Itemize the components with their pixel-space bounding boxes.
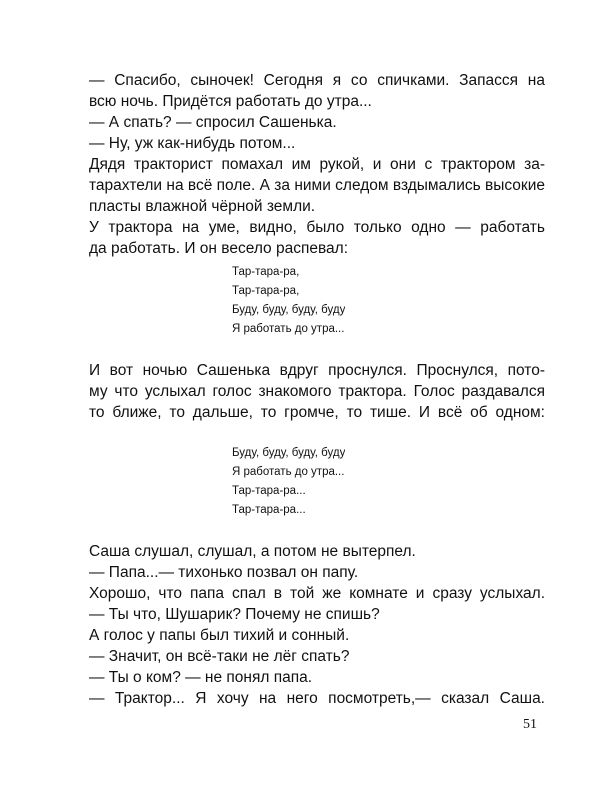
- text-line: Саша слушал, слушал, а потом не вытерпел.: [89, 543, 416, 560]
- text-line: да работать. И он весело распевал:: [89, 240, 349, 257]
- verse-block-2: [232, 444, 345, 520]
- verse-line: Тар-тара-ра,: [232, 266, 300, 278]
- text-line: тарахтели на всё поле. А за ними следом вздымались высокие: [89, 177, 545, 194]
- text-line: У трактора на уме, видно, было только одно — работать: [89, 219, 545, 236]
- prose-block-3: [89, 541, 545, 709]
- page-number: 51: [523, 717, 537, 732]
- text-line: — Трактор... Я хочу на него посмотреть,— сказал Саша.: [89, 690, 545, 707]
- text-line: всю ночь. Придётся работать до утра...: [89, 93, 372, 110]
- text-line: — Спасибо, сыночек! Сегодня я со спичками. Запасся на: [89, 72, 545, 89]
- text-line: — Ты что, Шушарик? Почему не спишь?: [89, 606, 380, 623]
- text-line: — Ты о ком? — не понял папа.: [89, 669, 313, 686]
- text-line: — А спать? — спросил Сашенька.: [89, 114, 337, 131]
- text-line: — Папа...— тихонько позвал он папу.: [89, 564, 359, 581]
- text-line: — Значит, он всё-таки не лёг спать?: [89, 648, 350, 665]
- text-line: И вот ночью Сашенька вдруг проснулся. Проснулся, пото-: [89, 362, 545, 379]
- verse-line: Буду, буду, буду, буду: [232, 447, 346, 459]
- text-line: то ближе, то дальше, то громче, то тише. И всё об одном:: [89, 404, 545, 421]
- verse-line: Буду, буду, буду, буду: [232, 304, 346, 316]
- text-line: — Ну, уж как-нибудь потом...: [89, 135, 296, 152]
- verse-block-1: [232, 263, 345, 339]
- text-line: Дядя тракторист помахал им рукой, и они с трактором за-: [89, 156, 545, 173]
- verse-line: Я работать до утра...: [232, 323, 345, 335]
- prose-block-2: [89, 360, 545, 423]
- text-line: пласты влажной чёрной земли.: [89, 198, 316, 215]
- verse-line: Я работать до утра...: [232, 466, 345, 478]
- verse-line: Тар-тара-ра...: [232, 504, 306, 516]
- verse-line: Тар-тара-ра,: [232, 285, 300, 297]
- prose-block-1: [89, 70, 545, 259]
- text-line: му что услыхал голос знакомого трактора. Голос раздавался: [89, 383, 545, 400]
- verse-line: Тар-тара-ра...: [232, 485, 306, 497]
- text-line: А голос у папы был тихий и сонный.: [89, 627, 350, 644]
- text-line: Хорошо, что папа спал в той же комнате и сразу услыхал.: [89, 585, 545, 602]
